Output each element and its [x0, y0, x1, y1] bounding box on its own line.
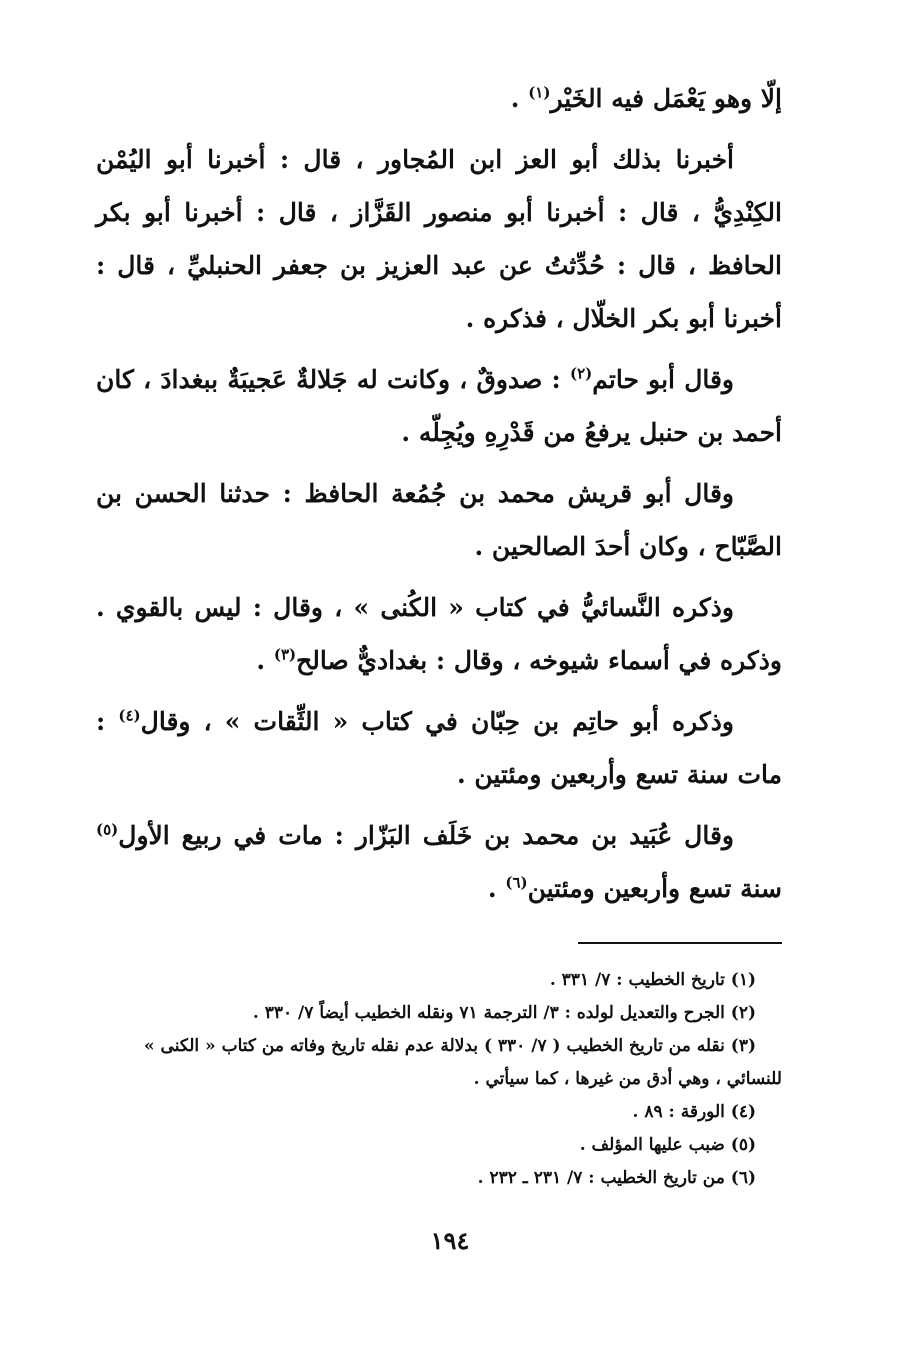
paragraph-5-text: وذكره النَّسائيُّ في كتاب « الكُنى » ، وقال : ليس بالقوي . وذكره في أسماء شيوخه ، وقال : بغداديٌّ صالح [96, 593, 782, 675]
footnote-ref-3: (٣) [273, 645, 297, 664]
footnote-5: (٥) ضبب عليها المؤلف . [579, 1135, 756, 1155]
footnote-2: (٢) الجرح والتعديل لولده : ٣/ الترجمة ٧١ ونقله الخطيب أيضاً ٧/ ٣٣٠ . [252, 1003, 756, 1023]
paragraph-1-tail: . [510, 84, 529, 113]
paragraph-7 [96, 809, 782, 915]
footnote-ref-5: (٥) [96, 820, 119, 839]
footnote-ref-6: (٦) [505, 873, 528, 892]
paragraph-4 [96, 467, 782, 573]
paragraph-7-tail: . [487, 874, 506, 903]
footnote-ref-1: (١) [528, 83, 551, 102]
footnote-6: (٦) من تاريخ الخطيب : ٧/ ٢٣١ ـ ٢٣٢ . [477, 1168, 756, 1188]
paragraph-5-tail: . [256, 646, 274, 675]
paragraph-3 [96, 353, 782, 459]
paragraph-6-text: وذكره أبو حاتِم بن حِبّان في كتاب « الثِّقات » ، وقال [140, 707, 735, 736]
paragraph-3-text: وقال أبو حاتم [592, 365, 734, 394]
paragraph-5 [96, 581, 782, 687]
footnote-4: (٤) الورقة : ٨٩ . [632, 1102, 756, 1122]
paragraph-1-text: إلّا وهو يَعْمَل فيه الخَيْر [550, 84, 782, 113]
paragraph-6-tail: : مات سنة تسع وأربعين ومئتين . [96, 707, 782, 789]
footnote-separator [578, 942, 782, 944]
footnote-3: (٣) نقله من تاريخ الخطيب ( ٧/ ٣٣٠ ) بدلالة عدم نقله تاريخ وفاته من كتاب « الكنى » [143, 1036, 756, 1056]
footnote-3-continuation: للنسائي ، وهي أدق من غيرها ، كما سيأتي . [473, 1069, 782, 1089]
footnote-1: (١) تاريخ الخطيب : ٧/ ٣٣١ . [549, 970, 756, 990]
footnote-ref-2: (٢) [570, 364, 593, 383]
paragraph-1 [96, 72, 782, 125]
paragraph-3-tail: : صدوقٌ ، وكانت له جَلالةٌ عَجيبَةٌ ببغدادَ ، كان أحمد بن حنبل يرفعُ من قَدْرِهِ ويُجِلّه . [96, 365, 782, 447]
paragraph-7-text: وقال عُبَيد بن محمد بن خَلَف البَزّار : مات في ربيع الأول [118, 821, 734, 850]
paragraph-4-text: وقال أبو قريش محمد بن جُمُعة الحافظ : حدثنا الحسن بن الصَّبّاح ، وكان أحدَ الصالحين . [96, 479, 782, 561]
footnote-ref-4: (٤) [118, 706, 141, 725]
footnotes [96, 964, 782, 1195]
paragraph-7-mid: سنة تسع وأربعين ومئتين [527, 874, 782, 903]
page-number: ١٩٤ [430, 1226, 470, 1255]
paragraph-2 [96, 133, 782, 345]
main-text [96, 72, 782, 923]
paragraph-2-text: أخبرنا بذلك أبو العز ابن المُجاور ، قال : أخبرنا أبو اليُمْن الكِنْدِيُّ ، قال : أخبرنا أبو منصور القَزَّاز ، قال : أخبرنا أبو بكر الحافظ ، قال : حُدِّثتُ عن عبد العزيز بن جعفر الحنبليِّ ، قال : أخبرنا أبو بكر الخلّال ، فذكره . [96, 145, 782, 333]
paragraph-6 [96, 695, 782, 801]
